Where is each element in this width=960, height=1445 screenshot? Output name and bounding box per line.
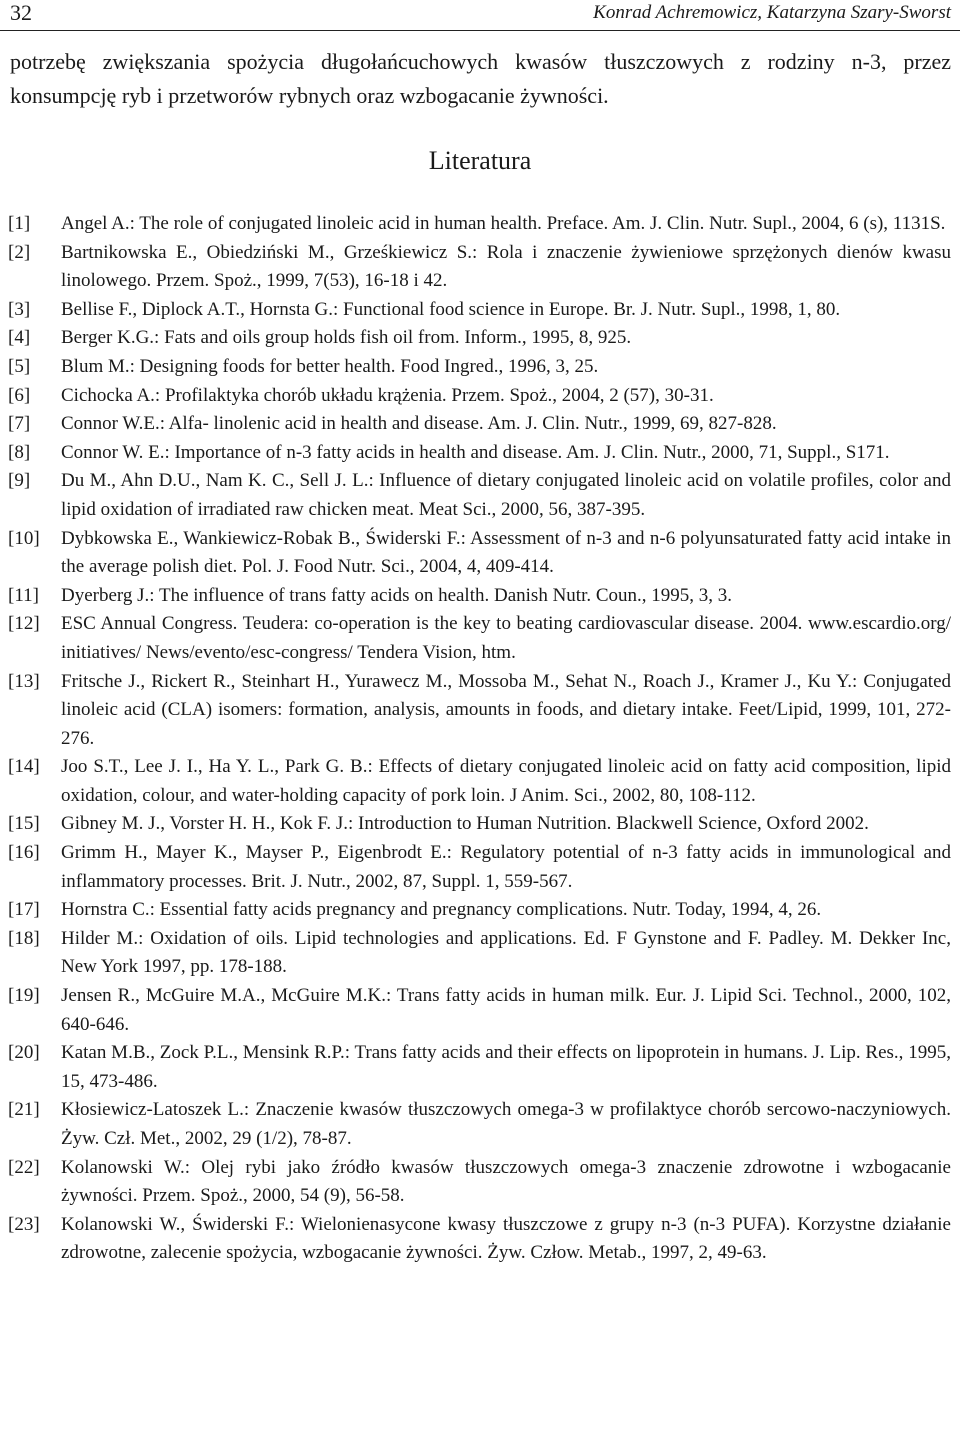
reference-number: [20] bbox=[8, 1042, 40, 1064]
reference-item bbox=[0, 382, 951, 411]
reference-text: Fritsche J., Rickert R., Steinhart H., Yurawecz M., Mossoba M., Sehat N., Roach J., Kramer J., Ku Y.: Conjugated linoleic acid (CLA) isomers: formation, analysis, amounts in foods, and dietary intake. Feet/Lipid, 1999, 101, 272-276. bbox=[61, 670, 951, 749]
reference-number: [17] bbox=[8, 899, 40, 921]
reference-item bbox=[0, 467, 951, 524]
reference-number: [18] bbox=[8, 927, 40, 949]
reference-item bbox=[0, 810, 951, 839]
reference-item bbox=[0, 896, 951, 925]
reference-list bbox=[0, 210, 951, 1268]
reference-text: Bartnikowska E., Obiedziński M., Grześkiewicz S.: Rola i znaczenie żywieniowe sprzężonych dienów kwasu linolowego. Przem. Spoż., 1999, 7(53), 16-18 i 42. bbox=[61, 241, 951, 292]
reference-item bbox=[0, 296, 951, 325]
reference-text: Cichocka A.: Profilaktyka chorób układu krążenia. Przem. Spoż., 2004, 2 (57), 30-31. bbox=[61, 384, 714, 406]
reference-item bbox=[0, 839, 951, 896]
reference-text: Grimm H., Mayer K., Mayser P., Eigenbrodt E.: Regulatory potential of n-3 fatty acids in immunological and inflammatory processes. Brit. J. Nutr., 2002, 87, Suppl. 1, 559-567. bbox=[61, 842, 951, 892]
reference-item bbox=[0, 1096, 951, 1153]
reference-item bbox=[0, 925, 951, 982]
reference-number: [15] bbox=[8, 813, 40, 835]
reference-item bbox=[0, 668, 951, 754]
reference-number: [1] bbox=[8, 213, 31, 234]
reference-text: ESC Annual Congress. Teudera: co-operation is the key to beating cardiovascular disease. 2004. www.escardio.org/ initiatives/ News/evento/esc-congress/ Tendera Vision, htm. bbox=[61, 613, 951, 663]
reference-number: [23] bbox=[8, 1213, 40, 1235]
reference-text: Kolanowski W., Świderski F.: Wielonienasycone kwasy tłuszczowe z grupy n-3 (n-3 PUFA). Korzystne działanie zdrowotne, zalecenie spożycia, wzbogacanie żywności. Żyw. Człow. Metab., 1997, 2, 49-63. bbox=[61, 1213, 951, 1264]
reference-text: Connor W.E.: Alfa- linolenic acid in health and disease. Am. J. Clin. Nutr., 1999, 69, 827-828. bbox=[61, 413, 777, 435]
reference-number: [4] bbox=[8, 327, 31, 349]
reference-text: Gibney M. J., Vorster H. H., Kok F. J.: Introduction to Human Nutrition. Blackwell Science, Oxford 2002. bbox=[61, 813, 869, 835]
reference-item bbox=[0, 439, 951, 468]
reference-number: [5] bbox=[8, 355, 31, 377]
reference-text: Berger K.G.: Fats and oils group holds fish oil from. Inform., 1995, 8, 925. bbox=[61, 327, 632, 349]
reference-text: Du M., Ahn D.U., Nam K. C., Sell J. L.: Influence of dietary conjugated linoleic acid on volatile profiles, color and lipid oxidation of irradiated raw chicken meat. Meat Sci., 2000, 56, 387-395. bbox=[61, 470, 951, 520]
reference-item bbox=[0, 610, 951, 667]
reference-number: [22] bbox=[8, 1156, 40, 1178]
running-head-authors: Konrad Achremowicz, Katarzyna Szary-Sworst bbox=[593, 2, 951, 23]
reference-item bbox=[0, 582, 951, 611]
reference-number: [9] bbox=[8, 470, 31, 492]
reference-text: Kłosiewicz-Latoszek L.: Znaczenie kwasów tłuszczowych omega-3 w profilaktyce chorób sercowo-naczyniowych. Żyw. Czł. Met., 2002, 29 (1/2), 78-87. bbox=[61, 1099, 951, 1149]
reference-number: [19] bbox=[8, 985, 40, 1007]
reference-number: [16] bbox=[8, 842, 40, 864]
reference-item bbox=[0, 982, 951, 1039]
reference-item bbox=[0, 410, 951, 439]
reference-text: Connor W. E.: Importance of n-3 fatty acids in health and disease. Am. J. Clin. Nutr., 2000, 71, Suppl., S171. bbox=[61, 441, 890, 463]
reference-item bbox=[0, 210, 951, 239]
reference-text: Hornstra C.: Essential fatty acids pregnancy and pregnancy complications. Nutr. Today, 1994, 4, 26. bbox=[61, 899, 822, 921]
reference-text: Dyerberg J.: The influence of trans fatty acids on health. Danish Nutr. Coun., 1995, 3, 3. bbox=[61, 584, 733, 606]
reference-item bbox=[0, 753, 951, 810]
reference-item bbox=[0, 353, 951, 382]
page-number: 32 bbox=[10, 0, 32, 25]
reference-text: Dybkowska E., Wankiewicz-Robak B., Świderski F.: Assessment of n-3 and n-6 polyunsaturated fatty acid intake in the average polish diet. Pol. J. Food Nutr. Sci., 2004, 4, 409-414. bbox=[61, 527, 951, 578]
reference-text: Bellise F., Diplock A.T., Hornsta G.: Functional food science in Europe. Br. J. Nutr. Supl., 1998, 1, 80. bbox=[61, 298, 841, 320]
reference-text: Katan M.B., Zock P.L., Mensink R.P.: Trans fatty acids and their effects on lipoprotein in humans. J. Lip. Res., 1995, 15, 473-486. bbox=[61, 1042, 951, 1092]
reference-text: Kolanowski W.: Olej rybi jako źródło kwasów tłuszczowych omega-3 znaczenie zdrowotne i wzbogacanie żywności. Przem. Spoż., 2000, 54 (9), 56-58. bbox=[61, 1156, 951, 1207]
reference-number: [6] bbox=[8, 384, 31, 406]
reference-number: [13] bbox=[8, 670, 40, 692]
reference-item bbox=[0, 525, 951, 582]
reference-text: Hilder M.: Oxidation of oils. Lipid technologies and applications. Ed. F Gynstone and F. Padley. M. Dekker Inc, New York 1997, pp. 178-188. bbox=[61, 927, 951, 978]
reference-number: [3] bbox=[8, 298, 31, 320]
reference-item bbox=[0, 1211, 951, 1268]
intro-paragraph: potrzebę zwiększania spożycia długołańcuchowych kwasów tłuszczowych z rodziny n-3, przez konsumpcję ryb i przetworów rybnych oraz wzbogacanie żywności. bbox=[10, 49, 951, 108]
reference-number: [14] bbox=[8, 756, 40, 778]
reference-text: Angel A.: The role of conjugated linoleic acid in human health. Preface. Am. J. Clin. Nutr. Supl., 2004, 6 (s), 1131S. bbox=[61, 213, 946, 234]
reference-number: [21] bbox=[8, 1099, 40, 1121]
reference-item bbox=[0, 1154, 951, 1211]
reference-number: [2] bbox=[8, 241, 31, 263]
reference-text: Jensen R., McGuire M.A., McGuire M.K.: Trans fatty acids in human milk. Eur. J. Lipid Sci. Technol., 2000, 102, 640-646. bbox=[61, 985, 951, 1035]
reference-number: [8] bbox=[8, 441, 31, 463]
section-title: Literatura bbox=[428, 146, 532, 175]
reference-item bbox=[0, 239, 951, 296]
reference-number: [12] bbox=[8, 613, 40, 635]
reference-item bbox=[0, 324, 951, 353]
reference-number: [11] bbox=[8, 584, 39, 606]
reference-item bbox=[0, 1039, 951, 1096]
reference-text: Blum M.: Designing foods for better health. Food Ingred., 1996, 3, 25. bbox=[61, 355, 599, 377]
page-header bbox=[0, 0, 960, 31]
reference-text: Joo S.T., Lee J. I., Ha Y. L., Park G. B.: Effects of dietary conjugated linoleic acid on fatty acid composition, lipid oxidation, colour, and water-holding capacity of pork loin. J Anim. Sci., 2002, 80, 108-112. bbox=[61, 756, 951, 806]
reference-number: [10] bbox=[8, 527, 40, 549]
reference-number: [7] bbox=[8, 413, 31, 435]
